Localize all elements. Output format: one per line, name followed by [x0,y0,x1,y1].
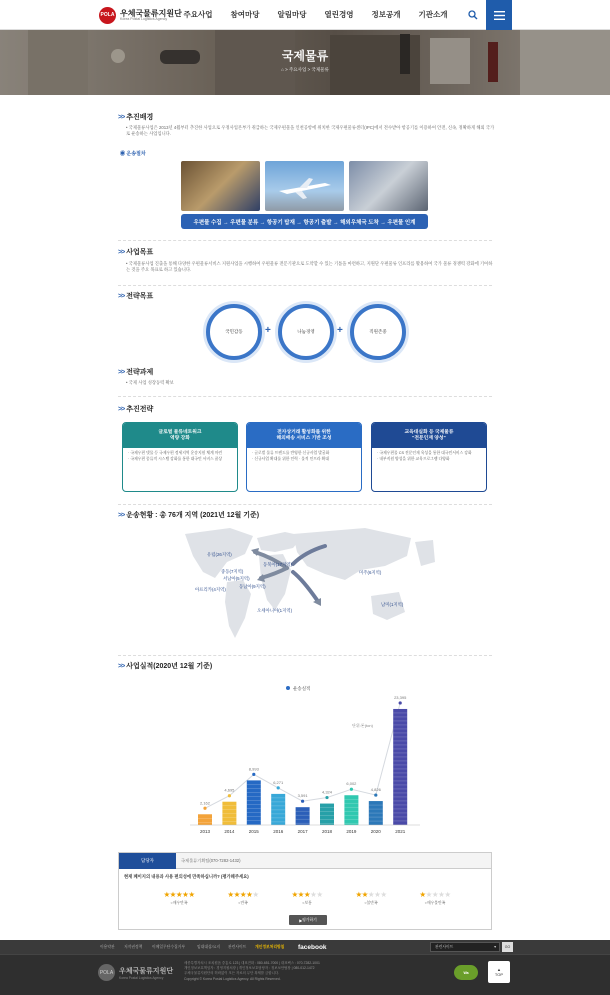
footer-link-privacy[interactable]: 개인정보처리방침 [255,945,285,949]
site-footer [0,940,610,995]
submit-rating-button[interactable]: ▶ 평가하기 [289,915,327,925]
breadcrumb: ⌂ > 주요사업 > 국제물류 [281,67,329,72]
strategy-goal-circle-1: 국민감동 [206,304,262,360]
data-point-2014 [228,794,231,797]
star-rating-icon: ★★★★★ [163,890,195,899]
x-tick-2018: 2018 [321,829,333,834]
bar-2016 [271,794,285,825]
footer-link-terms[interactable]: 이용약관 [100,945,115,949]
section-title-transport: >> 운송현황 : 총 76개 지역 (2021년 12월 기준) [118,512,260,519]
bar-2017 [296,807,310,825]
search-button[interactable] [460,0,486,30]
star-rating-icon: ★★★★★ [355,890,387,899]
data-point-2017 [301,800,304,803]
data-label-2014: 4,695 [224,787,235,793]
survey-option[interactable]: ★★★★★ ○불만족 [339,891,403,906]
bar-2021 [393,709,407,825]
bar-2018 [320,804,334,825]
region-label-southeast-asia: 동남아(9지역) [239,584,266,589]
nav-item-disclosure[interactable]: 정보공개 [371,10,401,19]
bar-2013 [198,814,212,825]
data-point-2019 [350,788,353,791]
section-title-goal: >> 사업목표 [118,249,154,256]
strategy-box-title: 전자상거래 활성화를 위한 해외배송 서비스 기반 조성 [247,423,361,448]
survey-option[interactable]: ★★★★★ ○매우만족 [147,891,211,906]
data-label-2020: 4,826 [370,787,381,793]
section-title-strategy-goal: >> 전략목표 [118,293,154,300]
photo-cargo-loading [349,161,428,211]
hamburger-icon [494,11,505,20]
region-label-europe: 유럽(26지역) [207,552,232,557]
menu-button[interactable] [486,0,512,30]
strategy-box-item: · 국제우편물 CS 전문인재 육성을 통한 대국민서비스 강화 [377,451,472,455]
go-button[interactable]: GO [502,942,513,952]
x-tick-2017: 2017 [297,829,308,834]
region-label-oceania: 오세아니아(1지역) [257,608,293,613]
footer-logo-mark-icon: POLA [98,964,115,981]
data-point-2021 [399,701,402,704]
certification-badge: Wa [454,965,478,980]
goal-text: • 국제물류사업 진출을 통해 다양한 우편물류서비스 지원사업을 시행하여 우편물류 전문기관으로 도약할 수 있는 기틀을 마련하고, 지원단 우편물류 인프라를 활용하여 국가 물류 경쟁력 강화에 기여하는 것을 주요 목표로 하고 있습니다. [126,261,493,273]
data-label-2017: 3,591 [297,793,308,799]
plus-icon: + [337,325,343,336]
x-tick-2019: 2019 [346,829,357,834]
data-point-2018 [325,796,328,799]
region-label-america: 미주(6지역) [359,570,382,575]
footer-address: 세종특별자치시 조치원읍 중흥로 123 | 대표전화 : 080-651-7000 | 대표팩스 : 070-7282-1001 개인정보보호책임자 : 경영지원처장 | 개인정보보호담당자 : 정보보안팀장 | 080-012-1472 우체국물류지원단의 허락없이 모든 자료의 무단 복제를 금합니다. Copyright © Korea Postal Logistics Agency. All Rights Reserved. [184,961,320,981]
strategy-box-3 [371,422,487,492]
site-header [0,0,610,30]
star-rating-icon: ★★★★★ [419,890,451,899]
satisfaction-survey [118,852,492,930]
strategy-box-item: · 신규사업 확대를 위한 인력 · 물적 인프라 확대 [252,457,329,461]
scroll-top-button[interactable]: ▲ TOP [488,961,510,983]
footer-link-copyright[interactable]: 저작권정책 [124,945,143,949]
x-tick-2013: 2013 [199,829,211,834]
logo-mark-icon: POLA [99,7,116,24]
data-label-2016: 6,271 [273,779,284,785]
data-point-2013 [203,807,206,810]
footer-link-related[interactable]: 관련사이트 [228,945,247,949]
related-sites-select[interactable]: 관련사이트 ▾ [430,942,500,952]
survey-question: 현재 페이지의 내용과 사용 편의성에 만족하십니까? (평가해주세요) [124,874,249,879]
data-point-2016 [277,786,280,789]
arrow-up-icon: ▲ [497,967,501,972]
bar-2015 [247,780,261,825]
facebook-link[interactable]: facebook [298,944,327,951]
nav-item-management[interactable]: 열린경영 [324,10,354,19]
world-map [175,522,437,644]
page-banner [0,30,610,95]
nav-item-notice[interactable]: 알림마당 [277,10,307,19]
footer-logo: POLA 우체국물류지원단 Korea Postal Logistics Agency [99,965,174,980]
data-point-2015 [252,773,255,776]
procedure-label: ◉ 운송절차 [120,151,146,157]
chart-legend: 운송실적 [293,686,311,691]
search-icon [468,10,478,20]
x-tick-2015: 2015 [248,829,259,834]
section-title-background: >> 추진배경 [118,114,154,121]
section-title-strategy: >> 추진전략 [118,406,154,413]
chart-unit-label: 단위:톤(ton) [352,723,373,728]
procedure-flow: 우편물 수집 → 우편물 분류 → 항공기 탑재 → 항공기 출발 → 해외우체국 도착 → 우편물 인계 [181,214,428,229]
page-title: 국제물류 [281,49,329,63]
photo-mail-collection [181,161,260,211]
tab-manager[interactable]: 담당자 [119,853,176,869]
section-title-performance: >> 사업실적(2020년 12월 기준) [118,663,213,670]
strategy-goal-circle-3: 직원존중 [350,304,406,360]
bar-2019 [344,795,358,825]
strategy-box-item: · 글로벌 물류 트렌드를 반영한 신규사업 발굴화 [252,451,330,455]
plus-icon: + [265,325,271,336]
strategy-box-item: · 국제우편 댓물 등 국제우편 정세지역 운송지원 체계 마련 [128,451,223,455]
strategy-box-item: · 국제우편 종류적 시스템 강화를 통한 대국민 서비스 품상 [128,457,223,461]
survey-option[interactable]: ★★★★★ ○보통 [275,891,339,906]
footer-link-email[interactable]: 이메일무단수집거부 [152,945,186,949]
region-label-middle-east: 중동(7지역) [221,569,244,574]
logo-title: 우체국물류지원단 [120,7,182,18]
region-label-africa: 아프리카(4지역) [195,587,226,592]
strategy-goal-circle-2: 나눔경영 [278,304,334,360]
airplane-icon [265,161,344,211]
background-text: • 국제물류사업은 2013년 4월부터 추진한 사업으로 우정사업본부가 취급하는 국제우편물을 인천공항에 위치한 국제우편물류센터(IPC)에서 전수받아 항공기를 이용하여 안전, 신속, 정확하게 해외 국가로 운송하는 사업입니다. [126,125,495,137]
main-nav [178,0,460,30]
performance-chart [190,683,420,838]
manager-info: 국제물류기획팀(070-7282-1432) [181,858,241,863]
data-label-2021: 23,395 [394,694,407,700]
strategy-box-title: 교육대실화 등 국제물류 "전문인재 양성" [372,423,486,448]
strategy-box-title: 글로벌 물류네트워크 역량 강화 [123,423,237,448]
nav-item-business[interactable]: 주요사업 [183,10,213,19]
strategy-box-2 [246,422,362,492]
logo-subtitle: Korea Postal Logistics Agency [120,16,168,21]
nav-item-about[interactable]: 기관소개 [418,10,448,19]
region-label-northeast-asia: 동북아(17지역) [263,562,293,567]
section-title-strategy-task: >> 전략과제 [118,369,154,376]
chevron-down-icon: ▾ [494,945,496,949]
legend-marker [286,686,290,690]
footer-link-lease[interactable]: 임대대상/요지 [197,945,221,949]
x-tick-2021: 2021 [395,829,406,834]
strategy-box-1 [122,422,238,492]
nav-item-participation[interactable]: 참여마당 [230,10,260,19]
x-tick-2016: 2016 [273,829,284,834]
x-tick-2020: 2020 [370,829,381,834]
region-label-south-america: 남미(1지역) [381,602,404,607]
region-label-south-asia: 서남아(5지역) [223,576,250,581]
survey-option[interactable]: ★★★★★ ○매우불만족 [403,891,467,906]
x-tick-2014: 2014 [224,829,235,834]
strategy-box-item: · 내부직원 양성을 위한 교육프로그램 다양화 [377,457,450,461]
data-label-2019: 6,002 [346,781,357,787]
strategy-task-text: • 국제 사업 성장동력 확보 [126,380,174,385]
data-label-2013: 2,162 [199,800,211,806]
data-label-2015: 8,993 [248,766,259,772]
photo-aircraft [265,161,344,211]
survey-option[interactable]: ★★★★★ ○만족 [211,891,275,906]
data-label-2018: 4,324 [321,789,333,795]
data-point-2020 [374,793,377,796]
star-rating-icon: ★★★★★ [227,890,259,899]
star-rating-icon: ★★★★★ [291,890,323,899]
